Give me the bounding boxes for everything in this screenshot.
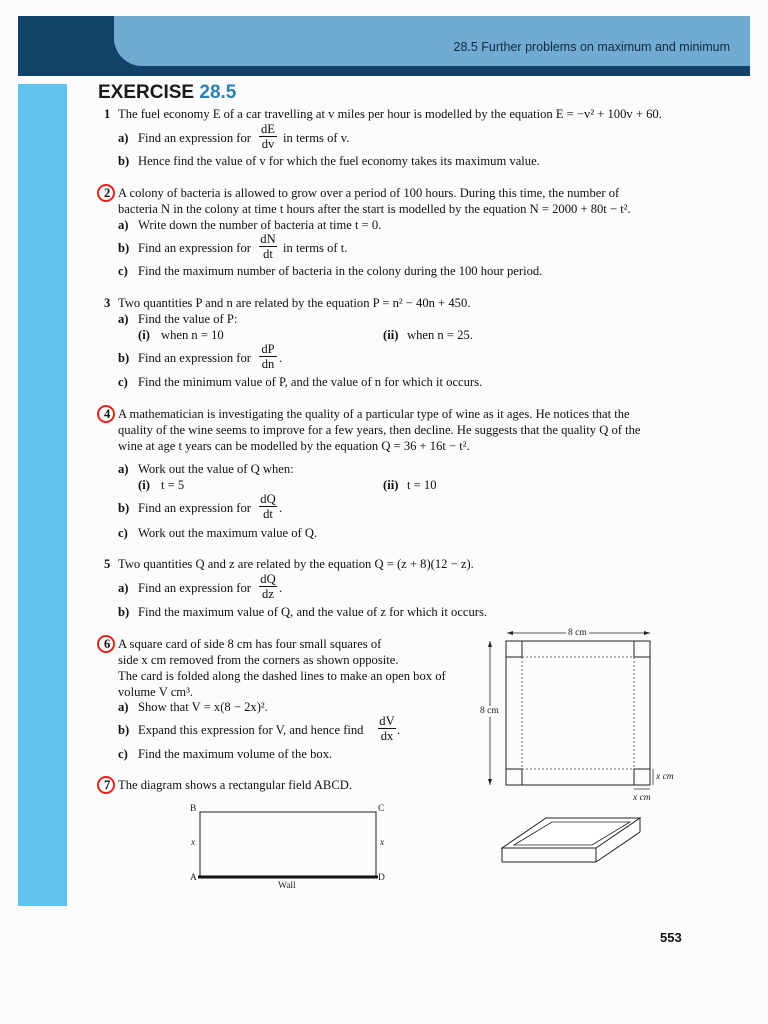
- q4-b-post: .: [279, 501, 283, 515]
- field-rectangle: [200, 812, 376, 877]
- arrow-head: [507, 631, 513, 635]
- q5-a-denominator: dz: [262, 587, 274, 601]
- q1-number: 1: [104, 107, 111, 121]
- q6-a-text: Show that V = x(8 − 2x)².: [138, 700, 268, 714]
- q2-a-label: a): [118, 218, 129, 232]
- q3-i-label: (i): [138, 328, 150, 342]
- q2-b-denominator: dt: [263, 247, 273, 261]
- q2-b-numerator: dN: [260, 232, 276, 246]
- q4-i-text: t = 5: [161, 478, 185, 492]
- q7-text: The diagram shows a rectangular field ABCD.: [118, 778, 352, 792]
- page-number: 553: [660, 930, 682, 945]
- q5-stem: Two quantities Q and z are related by the equation Q = (z + 8)(12 − z).: [118, 557, 474, 571]
- q5-a-numerator: dQ: [260, 572, 276, 586]
- q5-number: 5: [104, 557, 111, 571]
- q4-line2: quality of the wine seems to improve for a few years, then decline. He suggests that the quality Q of the: [118, 423, 641, 437]
- q3-stem: Two quantities P and n are related by the equation P = n² − 40n + 450.: [118, 296, 471, 310]
- square-side-label: 8 cm: [480, 706, 499, 716]
- q4-ii-text: t = 10: [407, 478, 437, 492]
- q3-ii-text: when n = 25.: [407, 328, 473, 342]
- q6-c-text: Find the maximum volume of the box.: [138, 747, 333, 761]
- q4-a-text: Work out the value of Q when:: [138, 462, 294, 476]
- q3-b-numerator: dP: [261, 342, 275, 356]
- field-label-d: D: [378, 873, 385, 883]
- q3-a-text: Find the value of P:: [138, 312, 238, 326]
- corner-square: [506, 641, 522, 657]
- q1-a-text: Find an expression for: [138, 131, 251, 145]
- q3-b-denominator: dn: [261, 357, 275, 371]
- square-top-label: 8 cm: [568, 628, 587, 638]
- q6-line2: side x cm removed from the corners as shown opposite.: [118, 653, 399, 667]
- q6-line4: volume V cm³.: [118, 685, 194, 699]
- q6-number: 6: [104, 637, 111, 651]
- q5-b-label: b): [118, 605, 130, 619]
- x-label-bottom: x cm: [633, 793, 651, 803]
- q2-b-label: b): [118, 241, 130, 255]
- q1-a-denominator: dv: [261, 137, 275, 151]
- wall-label: Wall: [278, 881, 296, 891]
- corner-square: [634, 769, 650, 785]
- card-outline: [506, 641, 650, 785]
- q2-b-post: in terms of t.: [283, 241, 348, 255]
- x-label-right: x cm: [656, 772, 674, 782]
- q5-a-post: .: [279, 581, 283, 595]
- arrow-head: [644, 631, 650, 635]
- q2-a-text: Write down the number of bacteria at time t = 0.: [138, 218, 382, 232]
- q3-a-label: a): [118, 312, 129, 326]
- q4-b-label: b): [118, 501, 130, 515]
- q5-a-text: Find an expression for: [138, 581, 251, 595]
- q6-b-numerator: dV: [379, 714, 395, 728]
- q3-b-label: b): [118, 351, 130, 365]
- q6-line3: The card is folded along the dashed lines to make an open box of: [118, 669, 446, 683]
- q4-ii-label: (ii): [383, 478, 399, 492]
- arrow-head: [488, 779, 492, 785]
- q6-a-label: a): [118, 700, 129, 714]
- q2-number: 2: [104, 186, 111, 200]
- q3-b-post: .: [279, 351, 283, 365]
- q6-c-label: c): [118, 747, 128, 761]
- q2-b-text: Find an expression for: [138, 241, 251, 255]
- exercise-label: EXERCISE: [98, 82, 195, 103]
- q3-number: 3: [104, 296, 111, 310]
- q6-b-denominator: dx: [380, 729, 394, 743]
- q1-a-post: in terms of v.: [283, 131, 350, 145]
- q3-b-text: Find an expression for: [138, 351, 251, 365]
- field-x-right: x: [380, 838, 385, 848]
- q3-i-text: when n = 10: [161, 328, 224, 342]
- q6-b-post: .: [397, 723, 401, 737]
- q2-c-label: c): [118, 264, 128, 278]
- q1-b-text: Hence find the value of v for which the fuel economy takes its maximum value.: [138, 154, 540, 168]
- field-label-b: B: [190, 804, 197, 814]
- q6-b-label: b): [118, 723, 130, 737]
- q5-b-text: Find the maximum value of Q, and the value of z for which it occurs.: [138, 605, 488, 619]
- box-top-rim: [502, 818, 640, 848]
- q6-b-text: Expand this expression for V, and hence find: [138, 723, 364, 737]
- q1-a-label: a): [118, 131, 129, 145]
- section-title: 28.5 Further problems on maximum and minimum: [453, 40, 730, 54]
- q4-i-label: (i): [138, 478, 150, 492]
- field-label-a: A: [190, 873, 197, 883]
- q4-a-label: a): [118, 462, 129, 476]
- q4-line3: wine at age t years can be modelled by the equation Q = 36 + 16t − t².: [118, 439, 470, 453]
- q3-ii-label: (ii): [383, 328, 399, 342]
- q2-line1: A colony of bacteria is allowed to grow over a period of 100 hours. During this time, the number of: [118, 186, 620, 200]
- corner-square: [634, 641, 650, 657]
- q4-c-text: Work out the maximum value of Q.: [138, 526, 318, 540]
- arrow-head: [488, 641, 492, 647]
- q3-c-text: Find the minimum value of P, and the value of n for which it occurs.: [138, 375, 483, 389]
- q5-a-label: a): [118, 581, 129, 595]
- corner-square: [506, 769, 522, 785]
- q4-b-denominator: dt: [263, 507, 273, 521]
- field-label-c: C: [378, 804, 385, 814]
- exercise-number: 28.5: [199, 82, 237, 103]
- q1-b-label: b): [118, 154, 130, 168]
- q1-a-numerator: dE: [261, 122, 275, 136]
- q4-number: 4: [104, 407, 111, 421]
- q4-b-text: Find an expression for: [138, 501, 251, 515]
- q1-stem: The fuel economy E of a car travelling at v miles per hour is modelled by the equation E = −v² + 100v + 60.: [118, 107, 662, 121]
- q2-line2: bacteria N in the colony at time t hours after the start is modelled by the equation N = 2000 + 80t − t².: [118, 202, 631, 216]
- q6-line1: A square card of side 8 cm has four small squares of: [118, 637, 382, 651]
- q4-c-label: c): [118, 526, 128, 540]
- q2-c-text: Find the maximum number of bacteria in the colony during the 100 hour period.: [138, 264, 543, 278]
- q3-c-label: c): [118, 375, 128, 389]
- q7-number: 7: [104, 778, 111, 792]
- field-x-left: x: [191, 838, 196, 848]
- q4-b-numerator: dQ: [260, 492, 276, 506]
- q4-line1: A mathematician is investigating the quality of a particular type of wine as it ages. He notices that the: [118, 407, 630, 421]
